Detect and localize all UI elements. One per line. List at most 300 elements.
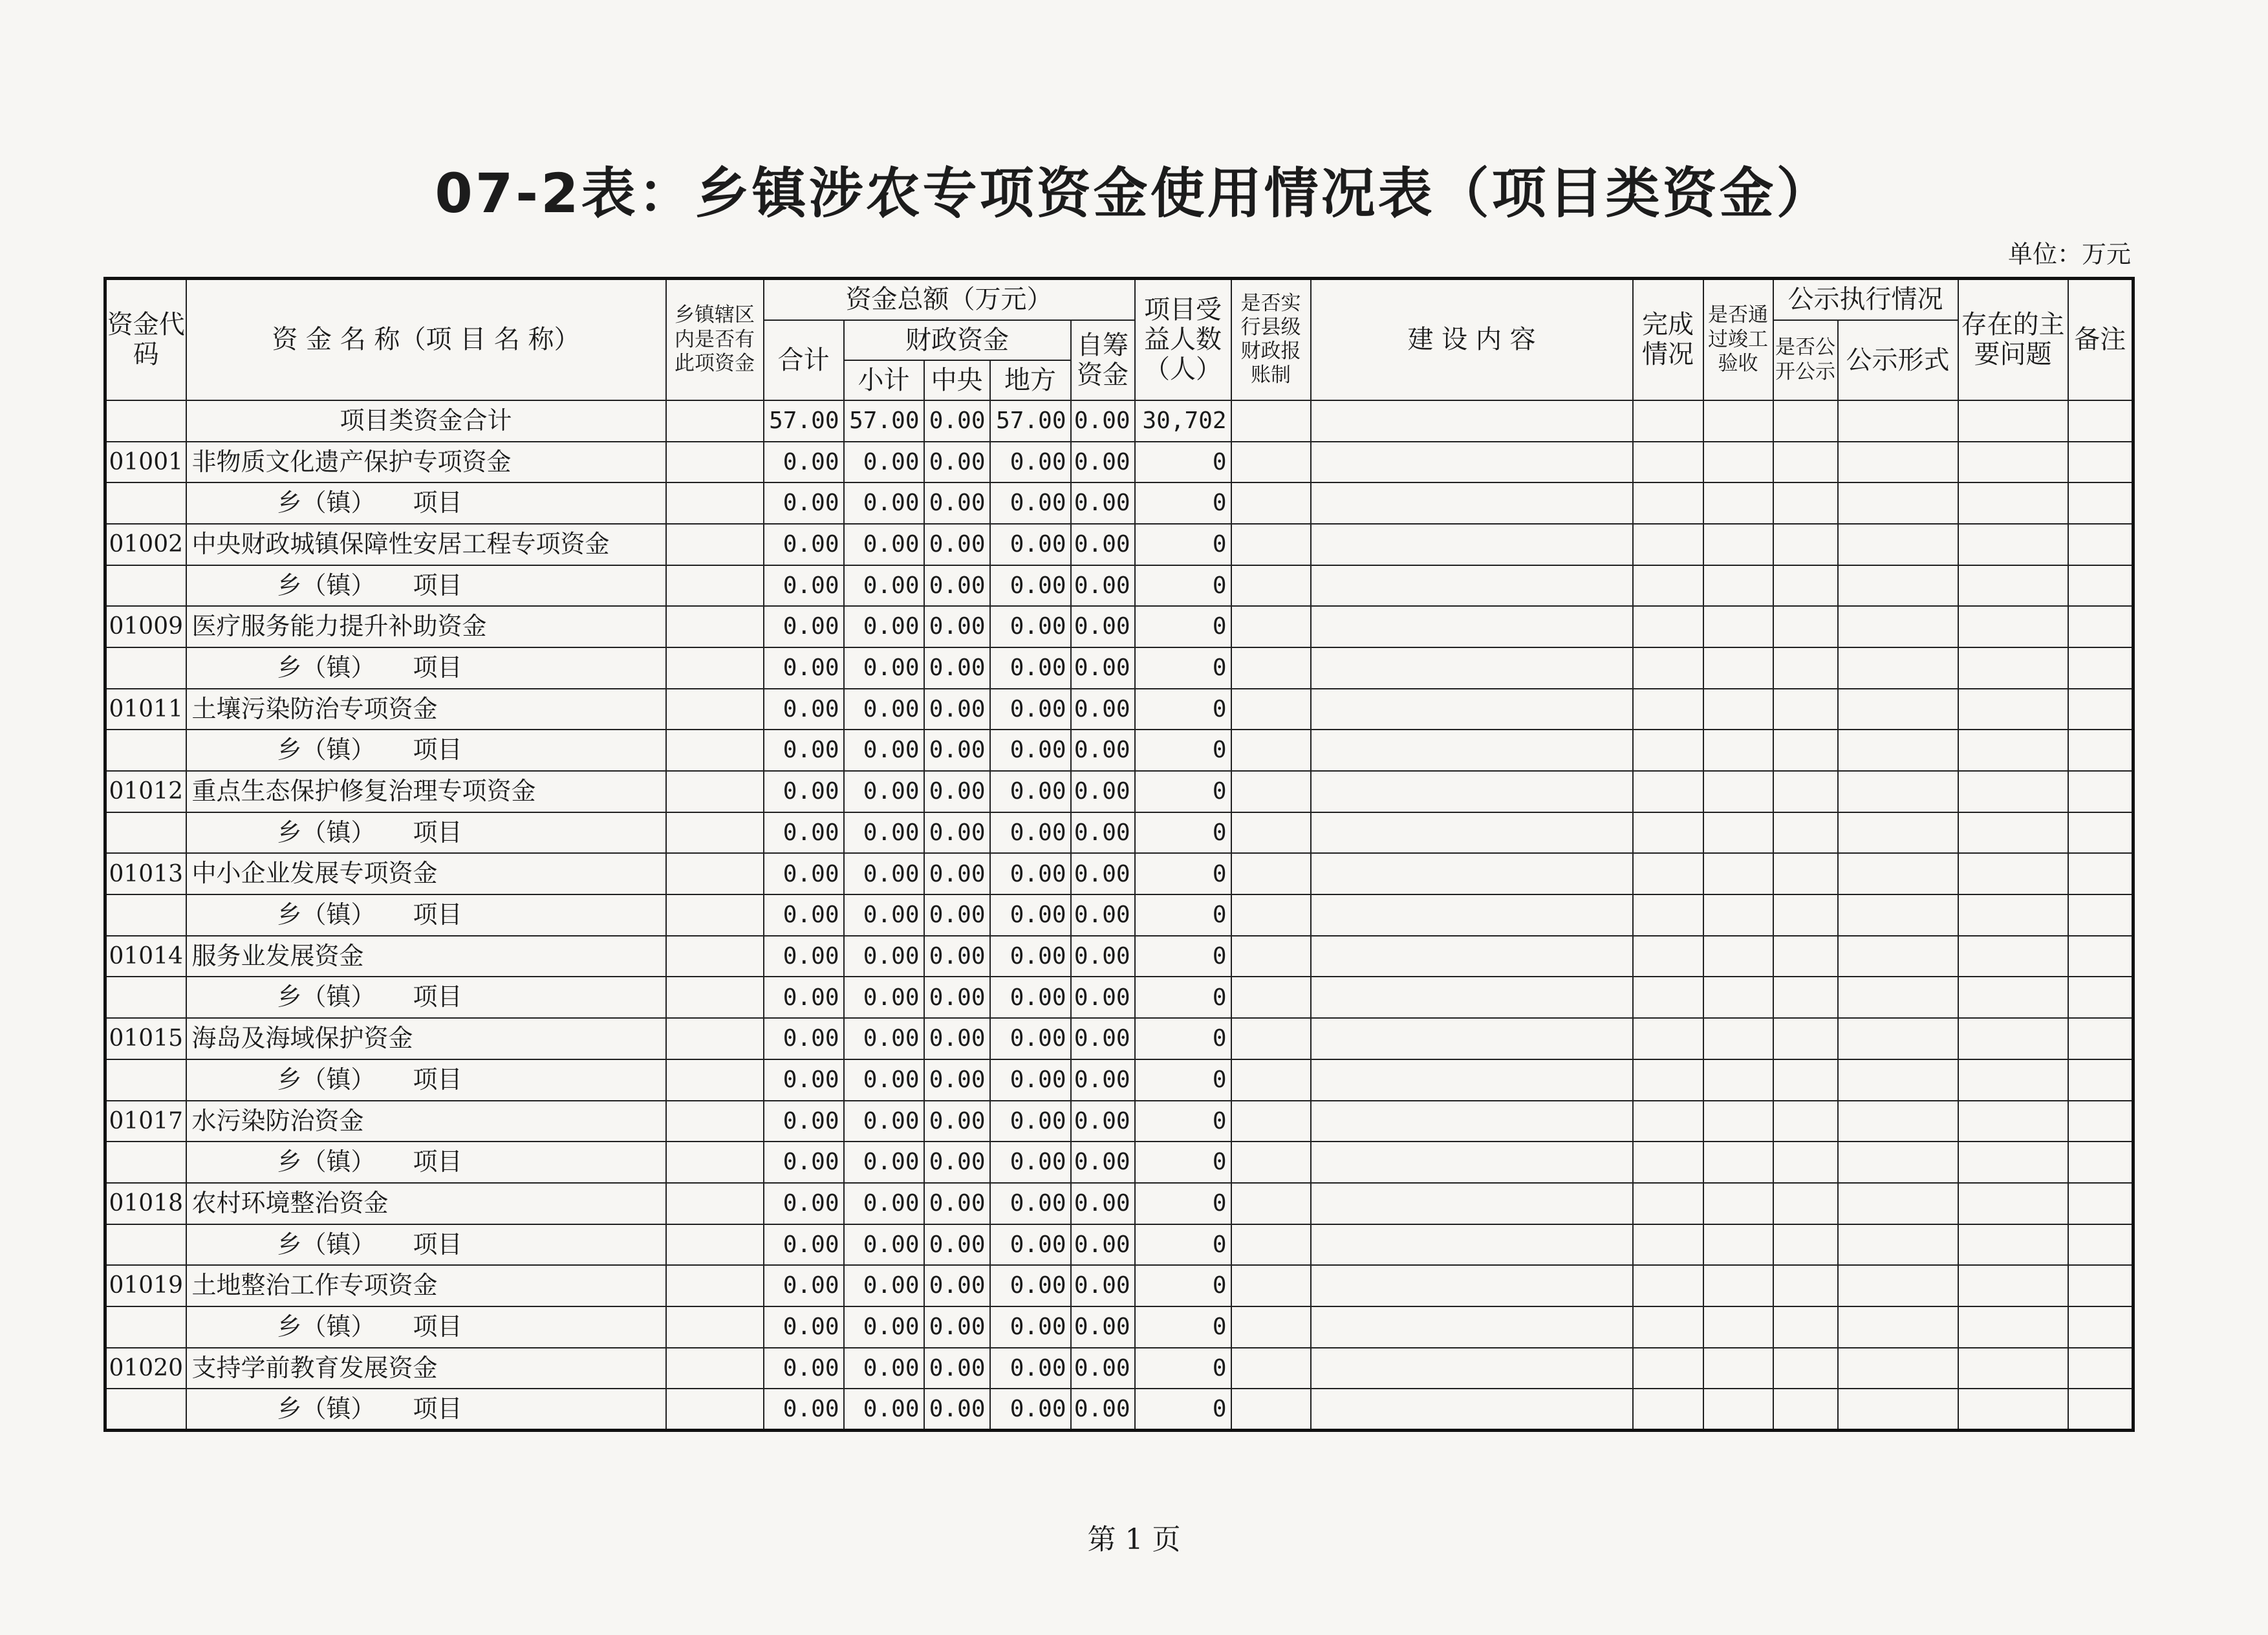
cell-subtotal: 0.00: [844, 730, 924, 771]
fund-code: [105, 1306, 186, 1348]
fund-code: [105, 812, 186, 854]
cell-sum: 0.00: [764, 647, 844, 689]
empty-cell: [1633, 853, 1703, 894]
cell-local: 0.00: [990, 1142, 1071, 1183]
fund-code: [105, 565, 186, 607]
empty-cell: [1633, 1389, 1703, 1430]
header-code: 资金代码: [105, 279, 186, 400]
cell-central: 0.00: [924, 1183, 990, 1224]
empty-cell: [1703, 1059, 1773, 1101]
header-self-raised: 自筹资金: [1071, 320, 1135, 400]
funds-table: [103, 277, 2135, 1432]
unit-label: 单位：万元: [2007, 240, 2131, 268]
empty-cell: [1311, 730, 1633, 771]
cell-beneficiaries: 0: [1135, 647, 1231, 689]
project-label: 项目: [413, 817, 462, 847]
empty-cell: [1838, 730, 1958, 771]
cell-local: 0.00: [990, 606, 1071, 647]
table-row: [105, 771, 2133, 812]
empty-cell: [1633, 565, 1703, 607]
project-label: 项目: [413, 900, 462, 929]
empty-cell: [1773, 812, 1838, 854]
empty-cell: [1773, 565, 1838, 607]
empty-cell: [1958, 936, 2068, 977]
table-row: [105, 606, 2133, 647]
cell-beneficiaries: 0: [1135, 1101, 1231, 1142]
empty-cell: [1958, 894, 2068, 936]
has-fund-cell: [666, 812, 764, 854]
cell-subtotal: 0.00: [844, 524, 924, 565]
empty-cell: [1703, 1142, 1773, 1183]
empty-cell: [1773, 647, 1838, 689]
cell-sum: 0.00: [764, 482, 844, 524]
cell-self: 0.00: [1071, 689, 1135, 730]
cell-sum: 0.00: [764, 1101, 844, 1142]
empty-cell: [2068, 606, 2133, 647]
cell-beneficiaries: 0: [1135, 1142, 1231, 1183]
empty-cell: [1633, 977, 1703, 1018]
cell-central: 0.00: [924, 442, 990, 483]
empty-cell: [1838, 1183, 1958, 1224]
cell-self: 0.00: [1071, 730, 1135, 771]
empty-cell: [1231, 482, 1311, 524]
cell-self: 0.00: [1071, 606, 1135, 647]
header-has-fund: 乡镇辖区内是否有此项资金: [666, 279, 764, 400]
empty-cell: [1311, 1265, 1633, 1306]
cell-central: 0.00: [924, 977, 990, 1018]
has-fund-cell: [666, 1142, 764, 1183]
empty-cell: [1703, 689, 1773, 730]
empty-cell: [1773, 606, 1838, 647]
project-label: 项目: [413, 735, 462, 764]
empty-cell: [1703, 853, 1773, 894]
empty-cell: [1633, 400, 1703, 442]
fund-name: [186, 894, 666, 936]
town-label: 乡（镇）: [277, 900, 376, 929]
empty-cell: [1838, 689, 1958, 730]
empty-cell: [1231, 1224, 1311, 1266]
empty-cell: [1773, 1224, 1838, 1266]
cell-local: 0.00: [990, 482, 1071, 524]
empty-cell: [1958, 1348, 2068, 1389]
total-has-fund: [666, 400, 764, 442]
cell-local: 0.00: [990, 1059, 1071, 1101]
empty-cell: [1958, 1059, 2068, 1101]
empty-cell: [1311, 1389, 1633, 1430]
empty-cell: [1773, 1265, 1838, 1306]
table-row: [105, 730, 2133, 771]
header-publicity-group: 公示执行情况: [1773, 279, 1958, 320]
empty-cell: [1773, 1389, 1838, 1430]
cell-subtotal: 0.00: [844, 1018, 924, 1059]
project-label: 项目: [413, 1312, 462, 1341]
empty-cell: [1633, 894, 1703, 936]
cell-beneficiaries: 0: [1135, 1389, 1231, 1430]
cell-local: 0.00: [990, 689, 1071, 730]
cell-self: 0.00: [1071, 647, 1135, 689]
empty-cell: [1703, 894, 1773, 936]
fund-code: 01001: [105, 442, 186, 483]
cell-subtotal: 0.00: [844, 977, 924, 1018]
cell-local: 0.00: [990, 565, 1071, 607]
table-row: [105, 1059, 2133, 1101]
empty-cell: [1231, 1348, 1311, 1389]
cell-local: 0.00: [990, 1018, 1071, 1059]
table-row: [105, 1306, 2133, 1348]
cell-local: 0.00: [990, 442, 1071, 483]
cell-self: 0.00: [1071, 1059, 1135, 1101]
fund-name: [186, 1389, 666, 1430]
header-fiscal-group: 财政资金: [844, 320, 1071, 360]
table-row: [105, 853, 2133, 894]
fund-code: 01002: [105, 524, 186, 565]
cell-beneficiaries: 0: [1135, 1348, 1231, 1389]
cell-beneficiaries: 0: [1135, 1224, 1231, 1266]
empty-cell: [1958, 1306, 2068, 1348]
empty-cell: [1311, 524, 1633, 565]
empty-cell: [1838, 400, 1958, 442]
cell-local: 0.00: [990, 853, 1071, 894]
empty-cell: [2068, 1059, 2133, 1101]
town-label: 乡（镇）: [277, 653, 376, 682]
cell-sum: 0.00: [764, 1306, 844, 1348]
project-label: 项目: [413, 1229, 462, 1259]
empty-cell: [1958, 442, 2068, 483]
fund-code: 01018: [105, 1183, 186, 1224]
empty-cell: [1633, 606, 1703, 647]
empty-cell: [1311, 1224, 1633, 1266]
empty-cell: [1231, 730, 1311, 771]
empty-cell: [1773, 1059, 1838, 1101]
cell-sum: 0.00: [764, 1389, 844, 1430]
cell-sum: 0.00: [764, 977, 844, 1018]
empty-cell: [1703, 442, 1773, 483]
empty-cell: [1703, 771, 1773, 812]
fund-code: 01015: [105, 1018, 186, 1059]
empty-cell: [1311, 1142, 1633, 1183]
total-name: 项目类资金合计: [186, 400, 666, 442]
cell-self: 0.00: [1071, 442, 1135, 483]
empty-cell: [1633, 1142, 1703, 1183]
empty-cell: [1773, 936, 1838, 977]
empty-cell: [1311, 771, 1633, 812]
empty-cell: [1311, 482, 1633, 524]
has-fund-cell: [666, 647, 764, 689]
cell-subtotal: 0.00: [844, 1306, 924, 1348]
cell-subtotal: 0.00: [844, 482, 924, 524]
cell-subtotal: 0.00: [844, 565, 924, 607]
empty-cell: [1633, 442, 1703, 483]
empty-cell: [1703, 1224, 1773, 1266]
empty-cell: [1311, 1018, 1633, 1059]
empty-cell: [2068, 647, 2133, 689]
fund-name: 服务业发展资金: [186, 936, 666, 977]
header-subtotal: 小计: [844, 360, 924, 400]
town-label: 乡（镇）: [277, 1394, 376, 1423]
empty-cell: [1703, 524, 1773, 565]
fund-name: 中小企业发展专项资金: [186, 853, 666, 894]
empty-cell: [1231, 1059, 1311, 1101]
table-row: [105, 442, 2133, 483]
empty-cell: [2068, 442, 2133, 483]
cell-local: 0.00: [990, 977, 1071, 1018]
project-label: 项目: [413, 570, 462, 600]
cell-subtotal: 0.00: [844, 1224, 924, 1266]
fund-code: [105, 1059, 186, 1101]
empty-cell: [2068, 689, 2133, 730]
fund-name: [186, 647, 666, 689]
empty-cell: [1311, 894, 1633, 936]
cell-central: 0.00: [924, 812, 990, 854]
cell-self: 0.00: [1071, 812, 1135, 854]
has-fund-cell: [666, 565, 764, 607]
empty-cell: [1958, 1389, 2068, 1430]
town-label: 乡（镇）: [277, 817, 376, 847]
cell-subtotal: 0.00: [844, 936, 924, 977]
cell-sum: 0.00: [764, 606, 844, 647]
empty-cell: [2068, 1306, 2133, 1348]
total-code: [105, 400, 186, 442]
empty-cell: [1773, 853, 1838, 894]
empty-cell: [1231, 977, 1311, 1018]
has-fund-cell: [666, 442, 764, 483]
empty-cell: [1838, 565, 1958, 607]
cell-central: 0.00: [924, 1389, 990, 1430]
header-sum: 合计: [764, 320, 844, 400]
empty-cell: [1311, 1059, 1633, 1101]
fund-code: [105, 894, 186, 936]
empty-cell: [1633, 1306, 1703, 1348]
empty-cell: [1633, 936, 1703, 977]
table-row: [105, 1389, 2133, 1430]
cell-beneficiaries: 0: [1135, 1059, 1231, 1101]
fund-code: 01012: [105, 771, 186, 812]
cell-beneficiaries: 0: [1135, 689, 1231, 730]
cell-sum: 0.00: [764, 565, 844, 607]
empty-cell: [1231, 853, 1311, 894]
empty-cell: [1773, 1142, 1838, 1183]
cell-central: 0.00: [924, 524, 990, 565]
empty-cell: [1958, 812, 2068, 854]
fund-name: 海岛及海域保护资金: [186, 1018, 666, 1059]
empty-cell: [1838, 1389, 1958, 1430]
total-sum: 57.00: [764, 400, 844, 442]
cell-subtotal: 0.00: [844, 894, 924, 936]
header-content: 建 设 内 容: [1311, 279, 1633, 400]
cell-self: 0.00: [1071, 1018, 1135, 1059]
empty-cell: [1703, 812, 1773, 854]
empty-cell: [1838, 1059, 1958, 1101]
cell-central: 0.00: [924, 1348, 990, 1389]
cell-local: 0.00: [990, 1265, 1071, 1306]
cell-self: 0.00: [1071, 977, 1135, 1018]
town-label: 乡（镇）: [277, 1065, 376, 1094]
empty-cell: [1773, 1018, 1838, 1059]
empty-cell: [1311, 689, 1633, 730]
cell-subtotal: 0.00: [844, 1142, 924, 1183]
cell-self: 0.00: [1071, 1183, 1135, 1224]
cell-central: 0.00: [924, 1142, 990, 1183]
fund-code: [105, 1142, 186, 1183]
cell-beneficiaries: 0: [1135, 524, 1231, 565]
cell-local: 0.00: [990, 771, 1071, 812]
cell-local: 0.00: [990, 1348, 1071, 1389]
empty-cell: [1838, 936, 1958, 977]
cell-sum: 0.00: [764, 442, 844, 483]
fund-code: [105, 482, 186, 524]
empty-cell: [1633, 812, 1703, 854]
town-label: 乡（镇）: [277, 570, 376, 600]
header-county-ledger: 是否实行县级财政报账制: [1231, 279, 1311, 400]
empty-cell: [1773, 1306, 1838, 1348]
fund-code: 01011: [105, 689, 186, 730]
header-local: 地方: [990, 360, 1071, 400]
empty-cell: [1231, 1306, 1311, 1348]
empty-cell: [1838, 977, 1958, 1018]
empty-cell: [1311, 936, 1633, 977]
cell-subtotal: 0.00: [844, 1059, 924, 1101]
empty-cell: [1633, 1018, 1703, 1059]
empty-cell: [1703, 1183, 1773, 1224]
empty-cell: [1838, 894, 1958, 936]
empty-cell: [2068, 524, 2133, 565]
fund-name: [186, 565, 666, 607]
empty-cell: [1311, 1101, 1633, 1142]
empty-cell: [1633, 730, 1703, 771]
cell-local: 0.00: [990, 812, 1071, 854]
cell-local: 0.00: [990, 1224, 1071, 1266]
header-name: 资 金 名 称（项 目 名 称）: [186, 279, 666, 400]
total-self: 0.00: [1071, 400, 1135, 442]
cell-sum: 0.00: [764, 730, 844, 771]
empty-cell: [1703, 647, 1773, 689]
empty-cell: [2068, 1101, 2133, 1142]
has-fund-cell: [666, 1306, 764, 1348]
cell-subtotal: 0.00: [844, 853, 924, 894]
has-fund-cell: [666, 482, 764, 524]
cell-sum: 0.00: [764, 812, 844, 854]
empty-cell: [1773, 771, 1838, 812]
empty-cell: [1958, 1224, 2068, 1266]
empty-cell: [1703, 565, 1773, 607]
cell-beneficiaries: 0: [1135, 812, 1231, 854]
empty-cell: [1958, 1142, 2068, 1183]
table-row: [105, 1348, 2133, 1389]
cell-self: 0.00: [1071, 524, 1135, 565]
table-row: [105, 1224, 2133, 1266]
table-row: [105, 1101, 2133, 1142]
cell-self: 0.00: [1071, 1224, 1135, 1266]
cell-subtotal: 0.00: [844, 647, 924, 689]
cell-beneficiaries: 0: [1135, 894, 1231, 936]
empty-cell: [2068, 894, 2133, 936]
cell-beneficiaries: 0: [1135, 1018, 1231, 1059]
fund-name: 支持学前教育发展资金: [186, 1348, 666, 1389]
cell-beneficiaries: 0: [1135, 936, 1231, 977]
cell-beneficiaries: 0: [1135, 482, 1231, 524]
has-fund-cell: [666, 730, 764, 771]
empty-cell: [1838, 1265, 1958, 1306]
fund-name: 非物质文化遗产保护专项资金: [186, 442, 666, 483]
fund-code: 01014: [105, 936, 186, 977]
empty-cell: [1633, 647, 1703, 689]
cell-sum: 0.00: [764, 1142, 844, 1183]
cell-subtotal: 0.00: [844, 771, 924, 812]
cell-subtotal: 0.00: [844, 1101, 924, 1142]
fund-name: [186, 977, 666, 1018]
cell-local: 0.00: [990, 524, 1071, 565]
table-row: [105, 647, 2133, 689]
cell-central: 0.00: [924, 730, 990, 771]
cell-beneficiaries: 0: [1135, 1306, 1231, 1348]
cell-sum: 0.00: [764, 1183, 844, 1224]
empty-cell: [1633, 1224, 1703, 1266]
fund-name: [186, 482, 666, 524]
has-fund-cell: [666, 1265, 764, 1306]
empty-cell: [1633, 482, 1703, 524]
empty-cell: [1958, 1018, 2068, 1059]
empty-cell: [1838, 1018, 1958, 1059]
fund-code: 01020: [105, 1348, 186, 1389]
table-row: [105, 524, 2133, 565]
empty-cell: [1958, 977, 2068, 1018]
empty-cell: [1231, 606, 1311, 647]
empty-cell: [2068, 853, 2133, 894]
cell-subtotal: 0.00: [844, 442, 924, 483]
fund-name: [186, 730, 666, 771]
cell-sum: 0.00: [764, 1265, 844, 1306]
cell-beneficiaries: 0: [1135, 606, 1231, 647]
empty-cell: [1838, 606, 1958, 647]
empty-cell: [1958, 565, 2068, 607]
header-is-public: 是否公开公示: [1773, 320, 1838, 400]
empty-cell: [2068, 1018, 2133, 1059]
empty-cell: [2068, 771, 2133, 812]
cell-local: 0.00: [990, 1306, 1071, 1348]
header-problems: 存在的主要问题: [1958, 279, 2068, 400]
cell-subtotal: 0.00: [844, 606, 924, 647]
cell-sum: 0.00: [764, 771, 844, 812]
has-fund-cell: [666, 977, 764, 1018]
empty-cell: [1838, 771, 1958, 812]
empty-cell: [1231, 524, 1311, 565]
has-fund-cell: [666, 1101, 764, 1142]
empty-cell: [1773, 1101, 1838, 1142]
empty-cell: [1838, 482, 1958, 524]
empty-cell: [1633, 1101, 1703, 1142]
empty-cell: [1703, 1306, 1773, 1348]
empty-cell: [1231, 771, 1311, 812]
table-row: [105, 894, 2133, 936]
cell-self: 0.00: [1071, 1306, 1135, 1348]
empty-cell: [2068, 730, 2133, 771]
fund-name: 医疗服务能力提升补助资金: [186, 606, 666, 647]
fund-name: [186, 1142, 666, 1183]
cell-local: 0.00: [990, 1101, 1071, 1142]
fund-code: [105, 730, 186, 771]
fund-name: [186, 1059, 666, 1101]
header-beneficiaries: 项目受益人数（人）: [1135, 279, 1231, 400]
empty-cell: [1703, 482, 1773, 524]
project-label: 项目: [413, 1394, 462, 1423]
project-label: 项目: [413, 982, 462, 1012]
empty-cell: [1703, 1265, 1773, 1306]
cell-sum: 0.00: [764, 524, 844, 565]
fund-code: [105, 647, 186, 689]
empty-cell: [1838, 1101, 1958, 1142]
empty-cell: [1838, 1306, 1958, 1348]
town-label: 乡（镇）: [277, 1229, 376, 1259]
